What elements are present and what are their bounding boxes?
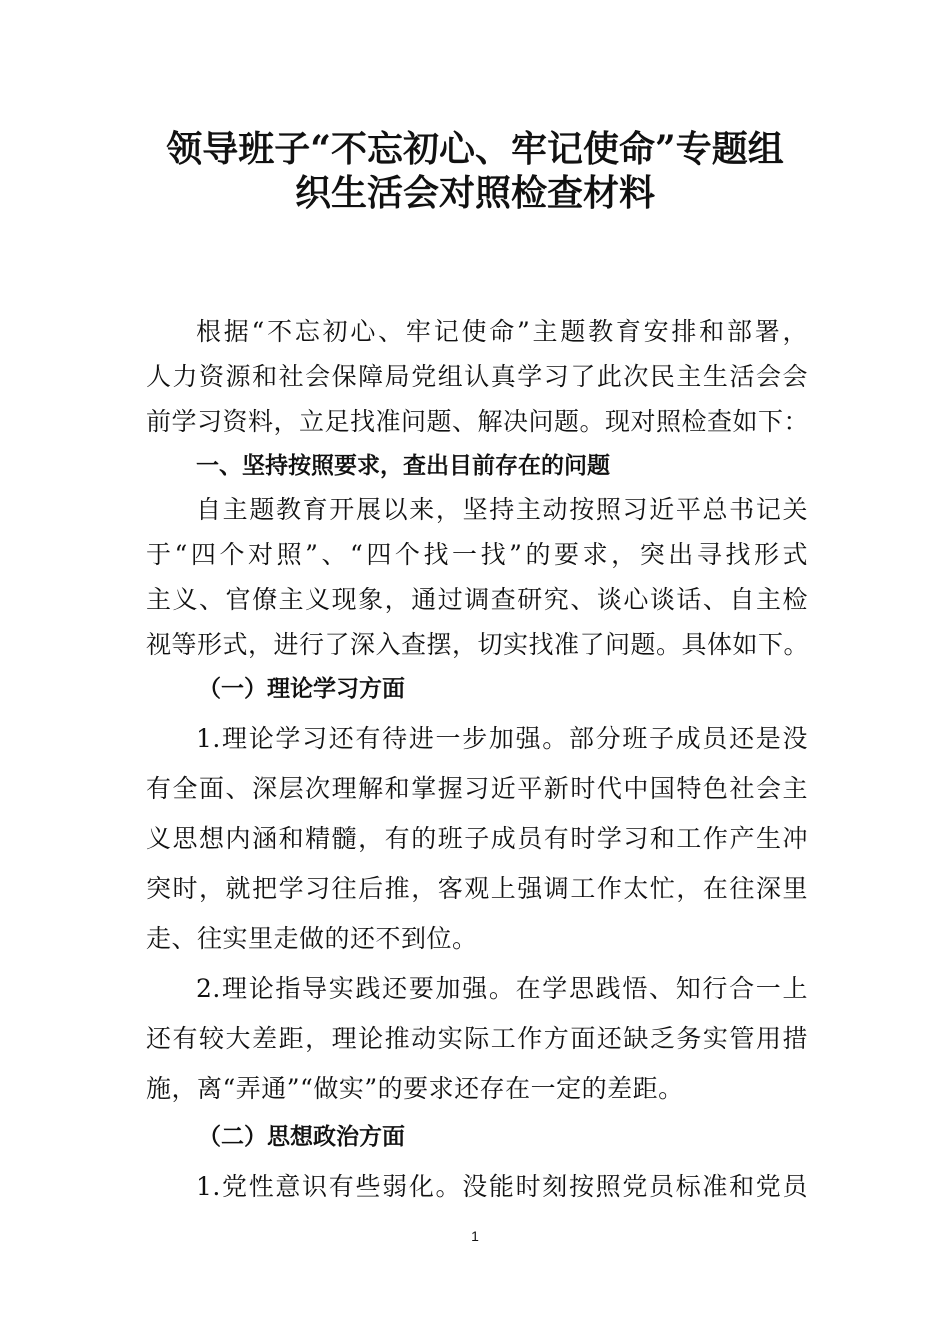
section-1-line-1: 自主题教育开展以来，坚持主动按照习近平总书记关 <box>196 495 808 524</box>
page-number: 1 <box>471 1228 479 1244</box>
section-1-line-4: 视等形式，进行了深入查摆，切实找准了问题。具体如下。 <box>146 630 810 659</box>
section-1-line-2: 于“四个对照”、“四个找一找”的要求，突出寻找形式 <box>146 540 808 569</box>
subsection-1-item-1-line-3: 义思想内涵和精髓，有的班子成员有时学习和工作产生冲 <box>146 824 808 853</box>
subsection-1-item-1-line-2: 有全面、深层次理解和掌握习近平新时代中国特色社会主 <box>146 774 808 803</box>
subsection-1-item-1-line-5: 走、往实里走做的还不到位。 <box>146 924 478 953</box>
intro-line-3: 前学习资料，立足找准问题、解决问题。现对照检查如下： <box>146 407 810 436</box>
subsection-2-item-1-line-1: 1.党性意识有些弱化。没能时刻按照党员标准和党员 <box>196 1172 808 1201</box>
document-title-line-2: 织生活会对照检查材料 <box>294 172 655 214</box>
subsection-1-item-1-line-4: 突时，就把学习往后推，客观上强调工作太忙，在往深里 <box>146 874 808 903</box>
intro-line-1: 根据“不忘初心、牢记使命”主题教育安排和部署， <box>196 317 808 346</box>
section-1-line-3: 主义、官僚主义现象，通过调查研究、谈心谈话、自主检 <box>146 585 808 614</box>
subsection-1-item-1-line-1: 1.理论学习还有待进一步加强。部分班子成员还是没 <box>196 724 808 753</box>
subsection-1-item-2-line-3: 施，离“弄通”“做实”的要求还存在一定的差距。 <box>146 1074 684 1103</box>
intro-line-2: 人力资源和社会保障局党组认真学习了此次民主生活会会 <box>146 362 808 391</box>
subsection-1-heading: （一）理论学习方面 <box>198 675 405 702</box>
subsection-1-item-2-line-1: 2.理论指导实践还要加强。在学思践悟、知行合一上 <box>196 974 808 1003</box>
section-1-heading: 一、坚持按照要求，查出目前存在的问题 <box>196 453 610 479</box>
subsection-2-heading: （二）思想政治方面 <box>198 1123 405 1150</box>
subsection-1-item-2-line-2: 还有较大差距，理论推动实际工作方面还缺乏务实管用措 <box>146 1024 808 1053</box>
document-title-line-1: 领导班子“不忘初心、牢记使命”专题组 <box>166 128 784 170</box>
